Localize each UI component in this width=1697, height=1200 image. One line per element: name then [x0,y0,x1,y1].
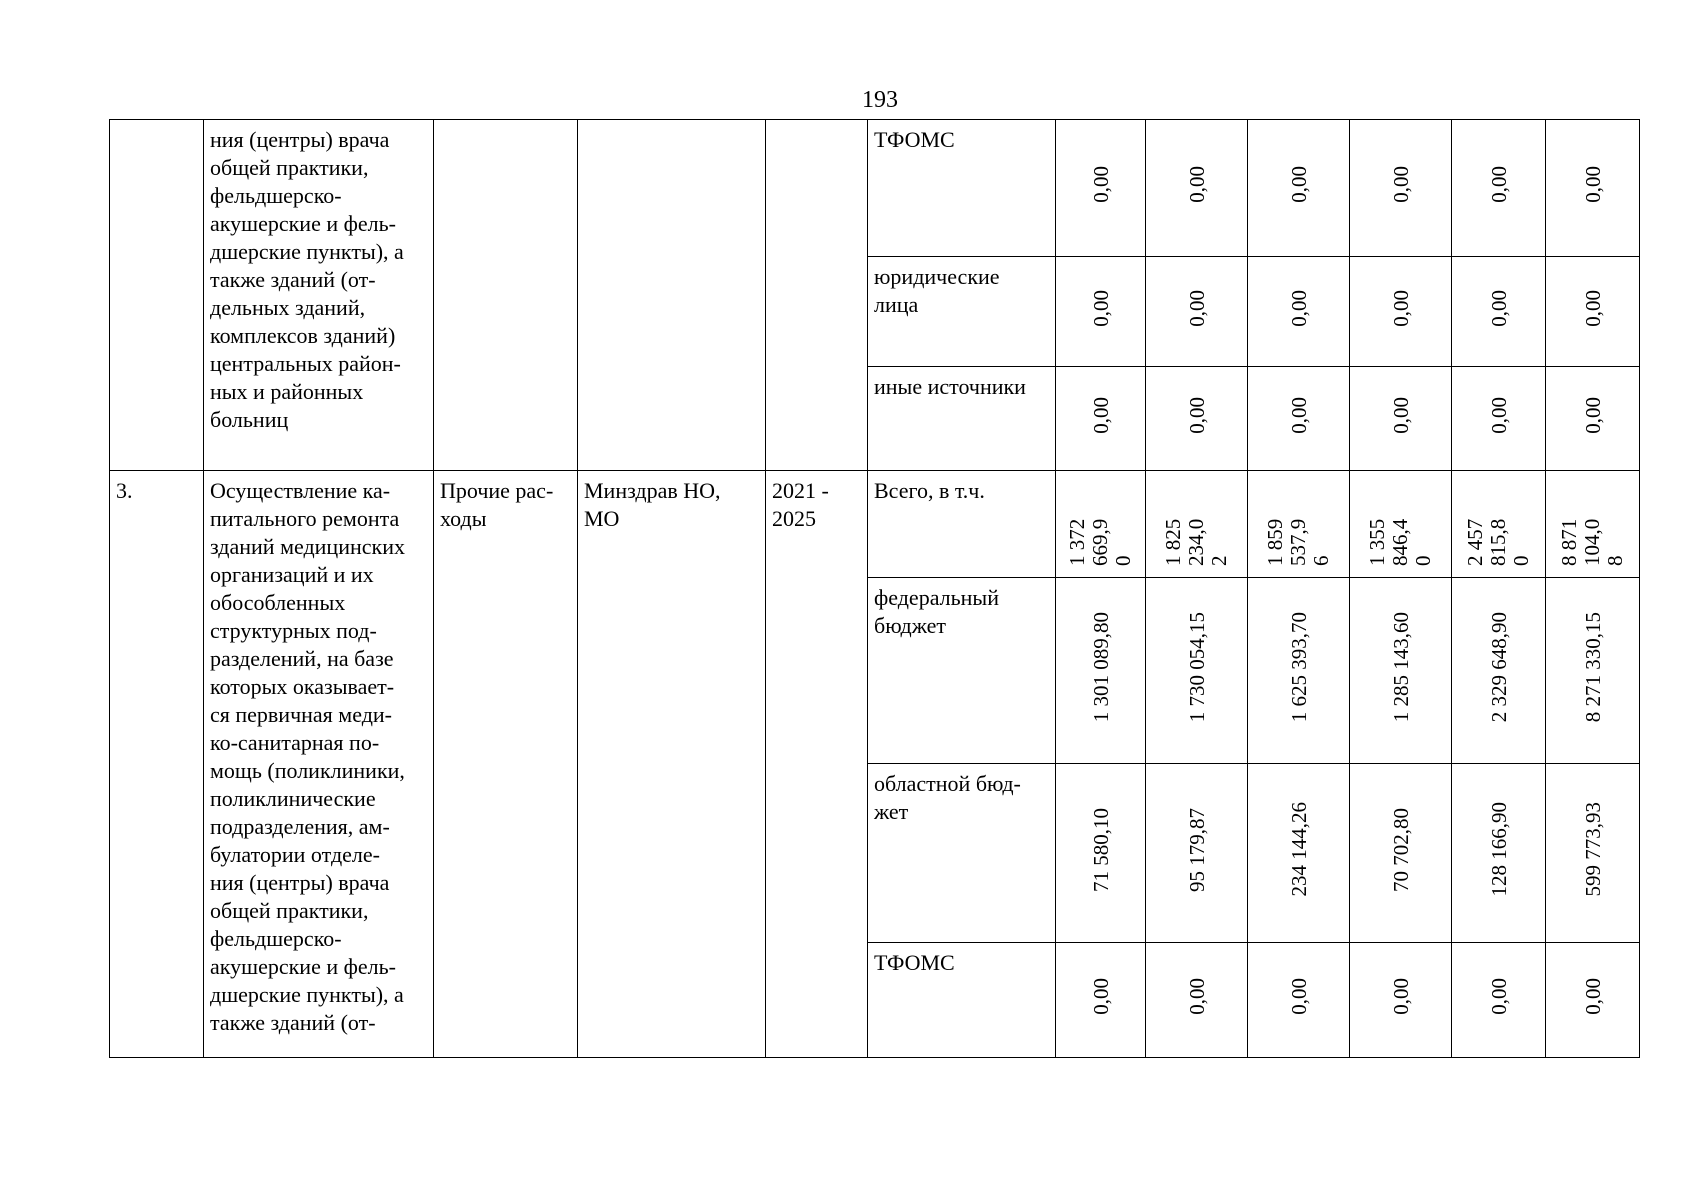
value-text: 234 144,26 [1286,802,1311,897]
table-row [110,471,1640,578]
value-text: 0,00 [1286,289,1311,327]
description-line: также зданий (от- [210,267,376,292]
expense-type-line: ходы [440,506,487,531]
source-name-line: юридические [874,264,1000,289]
value-text: 0,00 [1388,396,1413,434]
value-text: 0,00 [1388,166,1413,203]
executor-line: Минздрав НО, [584,478,721,503]
description-line: Осуществление ка- [210,478,391,503]
description-line: дшерские пункты), а [210,239,404,264]
executor-cell [578,471,766,1058]
source-name-cell [868,257,1056,367]
description-line: зданий медицинских [210,534,405,559]
page-number: 193 [862,87,898,113]
source-name-cell [868,764,1056,943]
description-line: поликлинические [210,786,376,811]
value-cell [1546,471,1640,578]
value-text: 0,00 [1388,289,1413,327]
value-cell [1452,257,1546,367]
value-cell [1350,257,1452,367]
description-line: общей практики, [210,155,369,180]
value-text: 0,00 [1286,396,1311,434]
description-line: комплексов зданий) [210,323,396,348]
description-line: ко-санитарная по- [210,730,380,755]
value-cell [1056,367,1146,471]
description-line: которых оказывает- [210,674,395,699]
value-cell [1248,471,1350,578]
value-cell [1056,764,1146,943]
value-text: 1 859 537,9 6 [1263,518,1333,566]
description-line: ных и районных [210,379,364,404]
value-cell [1546,367,1640,471]
value-cell [1056,120,1146,257]
value-cell [1146,471,1248,578]
value-text: 1 372 669,9 0 [1065,518,1135,566]
value-cell [1350,764,1452,943]
value-cell [1452,471,1546,578]
value-text: 1 825 234,0 2 [1161,518,1231,566]
value-text: 95 179,87 [1184,807,1209,892]
value-text: 71 580,10 [1088,807,1113,892]
value-text: 0,00 [1088,978,1113,1015]
description-line: дельных зданий, [210,295,366,320]
value-text: 1 625 393,70 [1286,611,1311,723]
value-text: 128 166,90 [1486,802,1511,897]
value-text: 0,00 [1486,166,1511,203]
source-name-line: федеральный [874,585,999,610]
value-cell [1350,943,1452,1058]
value-text: 0,00 [1088,289,1113,327]
description-line: обособленных [210,590,346,615]
value-text: 1 285 143,60 [1388,611,1413,723]
value-cell [1056,471,1146,578]
source-name-cell: ТФОМС [868,120,1056,257]
row-number-cell [110,120,204,471]
value-cell [1248,367,1350,471]
description-line: дшерские пункты), а [210,982,404,1007]
value-cell [1146,943,1248,1058]
value-cell [1546,943,1640,1058]
value-text: 0,00 [1184,978,1209,1015]
expense-type-cell [434,120,578,471]
description-line: также зданий (от- [210,1010,376,1035]
value-cell [1248,764,1350,943]
value-cell [1248,578,1350,764]
source-name-cell: Всего, в т.ч. [868,471,1056,578]
value-text: 0,00 [1184,396,1209,434]
description-line: центральных район- [210,351,401,376]
source-name-cell: иные источники [868,367,1056,471]
value-cell [1146,578,1248,764]
value-cell [1248,120,1350,257]
value-cell [1056,943,1146,1058]
description-line: акушерские и фель- [210,954,396,979]
value-text: 0,00 [1486,289,1511,327]
value-cell [1546,578,1640,764]
value-text: 1 301 089,80 [1088,611,1113,723]
description-line: общей практики, [210,898,369,923]
executor-cell [578,120,766,471]
description-line: больниц [210,407,289,432]
value-text: 70 702,80 [1388,807,1413,892]
value-text: 2 329 648,90 [1486,611,1511,723]
value-text: 0,00 [1388,978,1413,1015]
executor-line: МО [584,506,620,531]
description-line: разделений, на базе [210,646,394,671]
financing-table [109,119,1640,1058]
measure-description-cell [204,120,434,471]
value-text: 0,00 [1286,978,1311,1015]
description-line: подразделения, ам- [210,814,390,839]
value-cell [1248,943,1350,1058]
value-cell [1452,367,1546,471]
value-text: 0,00 [1580,166,1605,203]
value-text: 2 457 815,8 0 [1463,518,1533,566]
value-text: 0,00 [1486,978,1511,1015]
value-cell [1546,257,1640,367]
description-line: ния (центры) врача [210,870,390,895]
value-cell [1146,764,1248,943]
value-cell [1146,367,1248,471]
value-cell [1452,764,1546,943]
value-text: 0,00 [1184,289,1209,327]
value-cell [1146,120,1248,257]
description-line: фельдшерско- [210,183,342,208]
value-cell [1546,764,1640,943]
value-text: 8 871 104,0 8 [1557,518,1627,566]
period-line: 2021 - [772,478,829,503]
description-line: фельдшерско- [210,926,342,951]
value-text: 0,00 [1580,396,1605,434]
description-line: акушерские и фель- [210,211,396,236]
source-name-line: областной бюд- [874,771,1021,796]
value-cell [1146,257,1248,367]
source-name-cell [868,578,1056,764]
description-line: булатории отделе- [210,842,380,867]
value-cell [1452,120,1546,257]
value-cell [1452,578,1546,764]
source-name-cell: ТФОМС [868,943,1056,1058]
value-text: 0,00 [1486,396,1511,434]
value-text: 8 271 330,15 [1580,611,1605,723]
value-cell [1056,578,1146,764]
value-text: 0,00 [1184,166,1209,203]
value-cell [1350,471,1452,578]
description-line: ния (центры) врача [210,127,390,152]
value-text: 0,00 [1088,166,1113,203]
value-cell [1350,367,1452,471]
value-text: 0,00 [1088,396,1113,434]
value-cell [1248,257,1350,367]
description-line: мощь (поликлиники, [210,758,405,783]
value-cell [1452,943,1546,1058]
table-row [110,120,1640,257]
value-cell [1350,120,1452,257]
description-line: структурных под- [210,618,377,643]
value-text: 0,00 [1580,289,1605,327]
source-name-line: бюджет [874,613,946,638]
value-text: 0,00 [1580,978,1605,1015]
period-cell [766,471,868,1058]
expense-type-line: Прочие рас- [440,478,554,503]
source-name-line: жет [874,799,909,824]
value-text: 599 773,93 [1580,802,1605,897]
description-line: ся первичная меди- [210,702,392,727]
measure-description-cell [204,471,434,1058]
value-text: 1 730 054,15 [1184,611,1209,723]
period-line: 2025 [772,506,816,531]
expense-type-cell [434,471,578,1058]
period-cell [766,120,868,471]
row-number-cell: 3. [110,471,204,1058]
value-cell [1546,120,1640,257]
description-line: питального ремонта [210,506,400,531]
source-name-line: лица [874,292,919,317]
value-cell [1056,257,1146,367]
value-text: 1 355 846,4 0 [1365,518,1435,566]
value-text: 0,00 [1286,166,1311,203]
description-line: организаций и их [210,562,374,587]
value-cell [1350,578,1452,764]
